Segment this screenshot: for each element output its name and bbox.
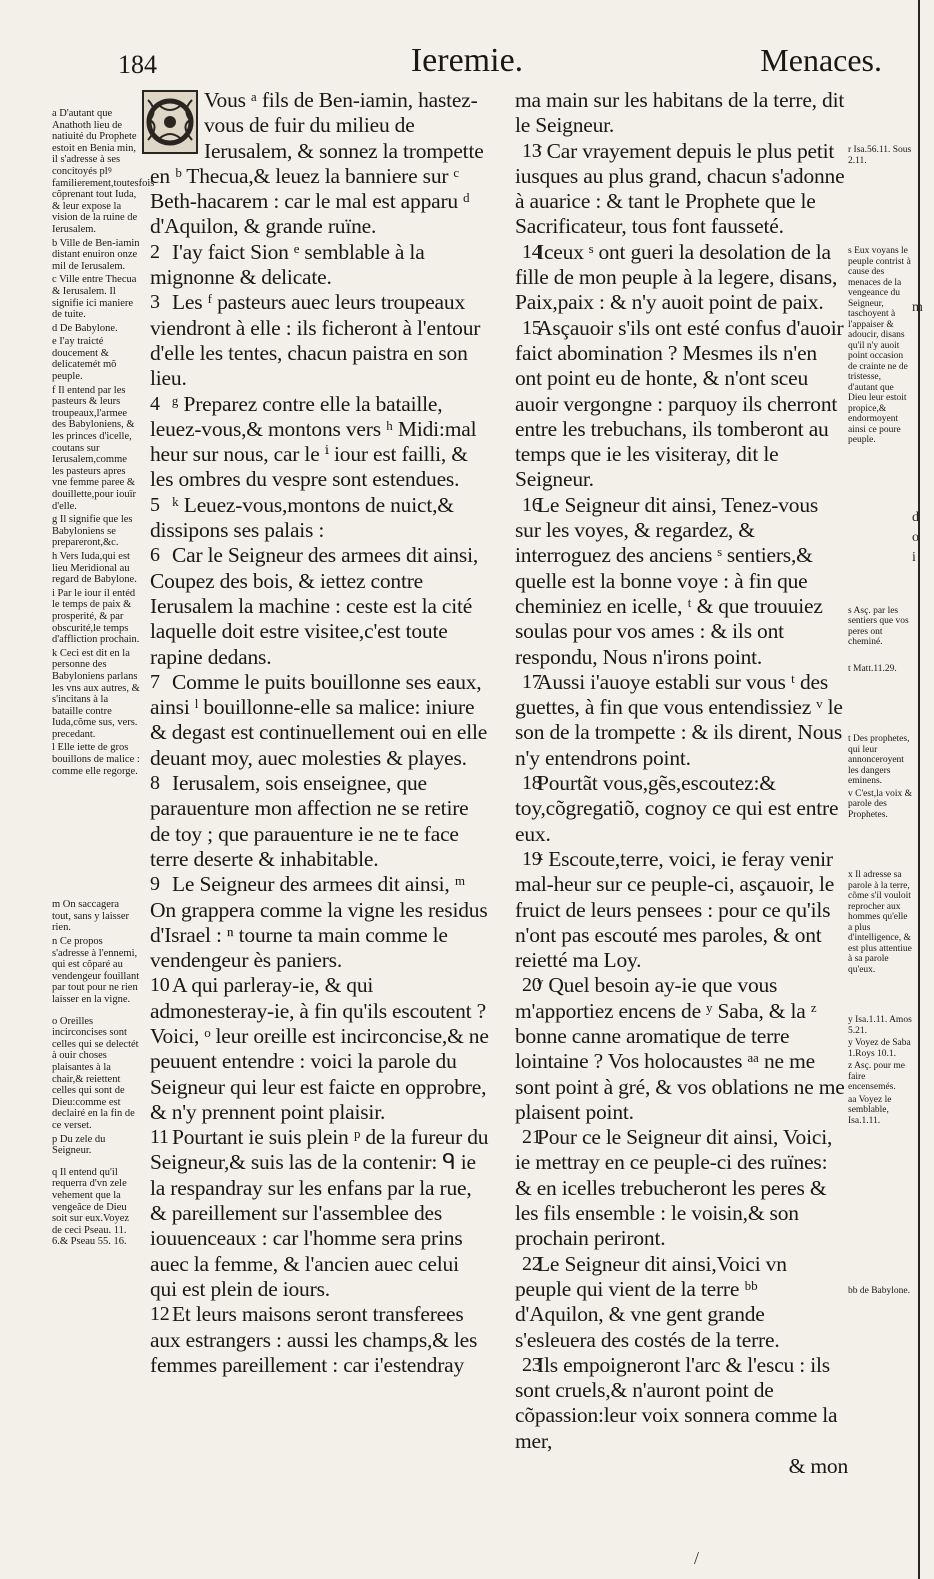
margin-note: aa Voyez le semblable, Isa.1.11.	[848, 1094, 892, 1126]
verse-text: Les ᶠ pasteurs auec leurs troupeaux viendront à elle : ils ficheront à l'entour d'elle les tentes, chacun paistra en son lieu.	[150, 290, 481, 391]
verse-text: ˣ Escoute,terre, voici, ie feray venir mal-heur sur ce peuple-ci, asçauoir, le fruict de leurs pensees : pour ce qu'ils n'ont pas escouté mes paroles, & ont reietté ma Loy.	[515, 846, 835, 973]
verse-number: 23	[522, 1353, 542, 1376]
verse	[515, 1252, 848, 1353]
verse-text: Le Seigneur dit ainsi, Tenez-vous sur les voyes, & regardez, & interroguez des anciens ˢ sentiers,& quelle est la bonne voye : à fin que cheminiez en icelle, ᵗ & que trouuiez soulas pour vos ames : & ils ont respondu, Nous n'irons point.	[515, 492, 823, 669]
verse	[150, 543, 490, 669]
margin-note: v C'est,la voix & parole des Prophetes.	[848, 788, 912, 820]
verse	[515, 88, 848, 139]
margin-note: k Ceci est dit en la personne des Babyloniens parlans les vns aux autres, & s'incitans à la bataille contre Iuda,cõme sus, vers. precedant.	[52, 647, 140, 740]
verse-number: 12	[150, 1303, 170, 1326]
margin-note: n Ce propos s'adresse à l'ennemi, qui est cõparé au vendengeur fouillant par tout pour ne rien laisser en la vigne.	[52, 936, 140, 1005]
verse	[150, 392, 490, 493]
verse-number: 21	[522, 1126, 542, 1149]
verse-number: 22	[522, 1252, 542, 1275]
verse-number: 13	[522, 139, 542, 162]
verse-number: 16	[522, 493, 542, 516]
left-text-column	[150, 88, 490, 1378]
margin-note: s Eux voyans le peuple contrist à cause des menaces de la vengeance du Seigneur, taschoyent à l'appaiser & adoucir, disans qu'il n'y auoit point occasion de crainte ne de tristesse, d'autant que Dieu leur estoit propice,& endormoyent ainsi ce poure peuple.	[848, 246, 911, 445]
margin-note: y Voyez de Saba 1.Roys 10.1.	[848, 1038, 911, 1059]
margin-note: p Du zele du Seigneur.	[52, 1133, 106, 1157]
running-head: Menaces.	[760, 42, 882, 78]
margin-note: q Il entend qu'il requerra d'vn zele vehement que la vengeãce de Dieu soit sur eux.Voyez de ceci Pseau. 11. 6.& Pseau 55. 16.	[52, 1166, 130, 1248]
verse-text: I'ay faict Sion ᵉ semblable à la mignonne & delicate.	[150, 239, 425, 290]
margin-note: c Ville entre Thecua & Ierusalem. Il signifie ici maniere de tuite.	[52, 274, 137, 321]
verse	[515, 316, 848, 493]
verse	[515, 670, 848, 771]
bottom-mark: /	[694, 1548, 700, 1568]
verse-text: Comme le puits bouillonne ses eaux, ainsi ˡ bouillonne-elle sa malice: iniure & degast est continuellement oui en elle deuant moy, auec molesties & playes.	[150, 669, 488, 770]
verse-number: 5	[150, 493, 160, 516]
verse	[515, 240, 848, 316]
verse-number: 2	[150, 240, 160, 263]
margin-note: r Isa.56.11. Sous 2.11.	[848, 145, 912, 166]
margin-note: b Ville de Ben-iamin distant enuiron onze mil de Ierusalem.	[52, 237, 140, 272]
margin-note: t Matt.11.29.	[848, 663, 897, 674]
verse-text: Et leurs maisons seront transferees aux estrangers : aussi les champs,& les femmes pareillement : car i'estendray	[150, 1302, 478, 1377]
verse-text: Iceux ˢ ont gueri la desolation de la fille de mon peuple à la legere, disans, Paix,paix : & n'y auoit point de paix.	[515, 239, 838, 315]
margin-note: g Il signifie que les Babyloniens se prepareront,&c.	[52, 514, 133, 549]
verse-text: Ils empoigneront l'arc & l'escu : ils sont cruels,& n'auront point de cõpassion:leur voix sonnera comme la mer,	[515, 1352, 838, 1453]
margin-note: d De Babylone.	[52, 322, 118, 334]
verse-text: Le Seigneur dit ainsi,Voici vn peuple qui vient de la terre ᵇᵇ d'Aquilon, & vne gent grande s'esleuera des costés de la terre.	[515, 1251, 787, 1352]
verse-text: Asçauoir s'ils ont esté confus d'auoir faict abomination ? Mesmes ils n'en ont point eu de honte, & n'ont sceu auoir vergongne : parquoy ils cherront entre les trebuchans, ils tomberont au temps que ie les visiteray, dit le Seigneur.	[515, 315, 844, 492]
margin-note: i Par le iour il entéd le temps de paix & prosperité, & par obscurité,le temps d'affliction prochain.	[52, 587, 140, 646]
margin-note: s Asç. par les sentiers que vos peres ont cheminé.	[848, 605, 909, 647]
edge-mark: o	[912, 530, 919, 545]
verse-text: ᵍ Preparez contre elle la bataille, leuez-vous,& montons vers ʰ Midi:mal heur sur nous, car le ⁱ iour est failli, & les ombres du vespre sont estendues.	[150, 391, 477, 492]
verse-number: 4	[150, 392, 160, 415]
margin-note: a D'autant que Anathoth lieu de natiuité du Prophete estoit en Benia min, il s'adresse à ses concitoyés plꝰ familierement,toutesfois cõprenant tout Iuda, & leur expose la vision de la ruine de Ierusalem.	[52, 108, 155, 235]
verse-number: 8	[150, 772, 160, 795]
right-margin-notes	[848, 145, 912, 1299]
book-title: Ieremie.	[410, 42, 524, 79]
margin-note: t Des prophetes, qui leur annonceroyent les dangers eminens.	[848, 734, 910, 786]
verse-text: ʳ Car vrayement depuis le plus petit iusques au plus grand, chacun s'adonne à auarice : & tant le Prophete que le Sacrificateur, tous font fausseté.	[515, 138, 845, 239]
verse-number: 19	[522, 847, 542, 870]
verse-number: 11	[150, 1126, 169, 1149]
verse	[150, 240, 490, 291]
verse-text: A qui parleray-ie, & qui admonesteray-ie, à fin qu'ils escoutent ? Voici, ᵒ leur oreille est incirconcise,& ne peuuent entendre : voici la parole du Seigneur qui leur est faicte en opprobre, & n'y prennent point plaisir.	[150, 973, 489, 1124]
verse	[515, 847, 848, 973]
catchword: & mon	[788, 1454, 848, 1479]
verse-text: Pourtãt vous,gẽs,escoutez:& toy,cõgregatiõ, cognoy ce qui est entre eux.	[515, 771, 839, 846]
verse	[150, 973, 490, 1125]
edge-mark: d	[912, 510, 919, 525]
margin-note: o Oreilles incirconcises sont celles qui se delectét à ouir choses plaisantes à la chair,& reiettent celles qui sont de Dieu:comme est declairé en la fin de ce verset.	[52, 1015, 139, 1131]
verse-text: Aussi i'auoye establi sur vous ᵗ des guettes, à fin que vous entendissiez ᵛ le son de la trompette : & ils dirent, Nous n'y entendrons point.	[515, 669, 843, 770]
verse-text: ʸ Quel besoin ay-ie que vous m'apportiez encens de ʸ Saba, & la ᶻ bonne canne aromatique de terre lointaine ? Vos holocaustes ᵃᵃ ne me sont point à gré, & vos oblations ne me plaisent point.	[515, 973, 845, 1124]
margin-note: z Asç. pour me faire encensemés.	[848, 1061, 905, 1092]
verse-text: Pour ce le Seigneur dit ainsi, Voici, ie mettray en ce peuple-ci des ruïnes: & en icelles trebucheront les peres & les fils ensemble : le voisin,& son prochain periront.	[515, 1125, 833, 1251]
verse	[150, 493, 490, 544]
margin-note: x Il adresse sa parole à la terre, cõme s'il vouloit reprocher aux hommes qu'elle a plus d'intelligence, & est plus attentiue à sa parole qu'eux.	[848, 870, 912, 975]
verse	[150, 290, 490, 391]
verse-text: Pourtant ie suis plein ᵖ de la fureur du Seigneur,& suis las de la contenir: ᑫ ie la respandray sur les enfans par la rue, & pareillement sur l'assemblee des iouuenceaux : car l'homme sera prins auec la femme, & l'ancien auec celui qui est plein de iours.	[150, 1125, 489, 1301]
verse-number: 18	[522, 772, 542, 795]
verse-number: 10	[150, 974, 170, 997]
page-edge-rule	[918, 0, 920, 1579]
verse-text: Le Seigneur des armees dit ainsi, ᵐ On grappera comme la vigne les residus d'Israel : ⁿ tourne ta main comme le vendengeur ès paniers.	[150, 872, 488, 973]
verse	[150, 1302, 490, 1378]
margin-note: l Elle iette de gros bouillons de malice : comme elle regorge.	[52, 742, 140, 777]
edge-mark: i	[912, 550, 916, 565]
verse-text: ma main sur les habitans de la terre, dit le Seigneur.	[515, 88, 845, 138]
right-text-column	[515, 88, 848, 1479]
margin-note: e I'ay traicté doucement & delicatemét mõ peuple.	[52, 336, 117, 383]
edge-mark: m	[912, 300, 923, 315]
margin-note: bb de Babylone.	[848, 1286, 911, 1296]
verse-number: 3	[150, 291, 160, 314]
verse	[150, 1125, 490, 1302]
verse-text: Car le Seigneur des armees dit ainsi, Coupez des bois, & iettez contre Ierusalem la machine : ceste est la cité laquelle doit estre visitee,c'est toute rapine dedans.	[150, 543, 479, 669]
verse	[150, 771, 490, 872]
left-margin-notes	[52, 108, 155, 1250]
verse-text: Ierusalem, sois enseignee, que parauenture mon affection ne se retire de toy ; que parauenture ie ne te face terre deserte & inhabitable.	[150, 771, 469, 871]
verse	[515, 1353, 848, 1454]
verse-number: 14	[522, 240, 542, 263]
verse-text: Vous ᵃ fils de Ben-iamin, hastez-vous de fuir du milieu de Ierusalem, & sonnez la trompette en ᵇ Thecua,& leuez la banniere sur ᶜ Beth-hacarem : car le mal est apparu ᵈ d'Aquilon, & grande ruïne.	[150, 88, 484, 239]
verse-number: 20	[522, 974, 542, 997]
verse	[150, 670, 490, 771]
margin-note: f Il entend par les pasteurs & leurs troupeaux,l'armee des Babyloniens, & les princes d'icelle, coutans sur Ierusalem,comme les pasteurs apres vne femme paree & douillette,pour iouïr d'elle.	[52, 384, 136, 512]
verse	[150, 88, 490, 240]
verse-text: ᵏ Leuez-vous,montons de nuict,& dissipons ses palais :	[150, 492, 454, 543]
margin-note: y Isa.1.11. Amos 5.21.	[848, 1015, 912, 1036]
verse-number: 17	[522, 670, 542, 693]
verse	[515, 139, 848, 240]
margin-note: m On saccagera tout, sans y laisser rien.	[52, 899, 129, 934]
verse-number: 7	[150, 670, 160, 693]
verse	[515, 973, 848, 1125]
page-number: 184	[118, 50, 157, 79]
verse	[150, 872, 490, 973]
verse-number: 6	[150, 544, 160, 567]
margin-note: h Vers Iuda,qui est lieu Meridional au regard de Babylone.	[52, 550, 137, 586]
verse	[515, 493, 848, 670]
page-header	[0, 30, 934, 80]
verse	[515, 771, 848, 847]
verse-number: 15	[522, 316, 542, 339]
verse-number: 9	[150, 873, 160, 896]
verse	[515, 1125, 848, 1251]
